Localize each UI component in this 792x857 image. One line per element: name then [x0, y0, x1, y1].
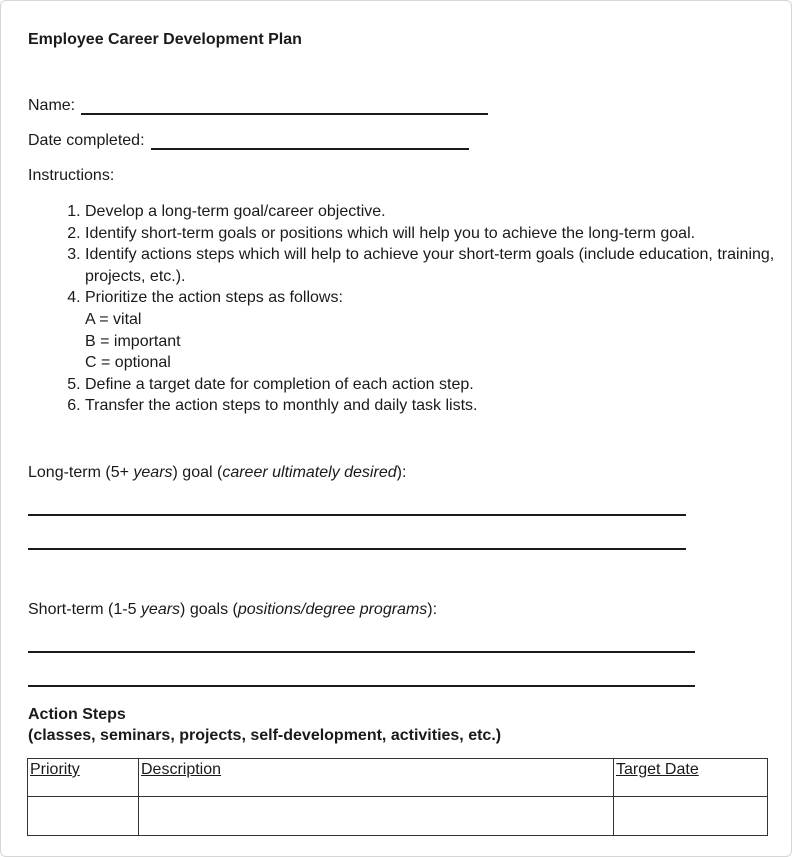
long-term-goal-label: Long-term (5+ years) goal (career ultimately desired):	[28, 464, 407, 481]
name-label: Name:	[28, 97, 76, 114]
instruction-item: 2. Identify short-term goals or positions which will help you to achieve the long-term goal.	[85, 223, 785, 245]
document-title: Employee Career Development Plan	[28, 31, 302, 48]
priority-cell[interactable]	[28, 797, 139, 836]
column-target-date: Target Date	[614, 759, 768, 797]
date-completed-input-line[interactable]	[151, 134, 469, 150]
short-term-goals-line-1[interactable]	[28, 651, 695, 653]
table-row	[28, 797, 768, 836]
action-steps-heading	[28, 704, 501, 746]
column-description: Description	[139, 759, 614, 797]
description-cell[interactable]	[139, 797, 614, 836]
action-steps-subtitle: (classes, seminars, projects, self-development, activities, etc.)	[28, 727, 502, 744]
action-steps-title: Action Steps	[28, 706, 126, 723]
instructions-list	[28, 201, 785, 417]
instruction-item: 4. Prioritize the action steps as follows: A = vital B = important C = optional	[85, 287, 785, 373]
table-header-row	[28, 759, 768, 797]
name-field	[28, 97, 488, 115]
long-term-goal-line-2[interactable]	[28, 548, 686, 550]
column-priority: Priority	[28, 759, 139, 797]
date-completed-label: Date completed:	[28, 132, 145, 149]
short-term-goals-line-2[interactable]	[28, 685, 695, 687]
action-steps-table	[27, 758, 768, 836]
instruction-item: 5. Define a target date for completion of each action step.	[85, 374, 785, 396]
date-completed-field	[28, 132, 469, 150]
instruction-item: 3. Identify actions steps which will help to achieve your short-term goals (include education, training, projects, etc.).	[85, 244, 785, 287]
short-term-goals-label: Short-term (1-5 years) goals (positions/degree programs):	[28, 601, 438, 618]
instructions-label: Instructions:	[28, 167, 115, 184]
instruction-item: 1. Develop a long-term goal/career objective.	[85, 201, 785, 223]
name-input-line[interactable]	[81, 99, 488, 115]
long-term-goal-line-1[interactable]	[28, 514, 686, 516]
priority-a: A = vital	[85, 310, 142, 328]
instruction-item: 6. Transfer the action steps to monthly and daily task lists.	[85, 395, 785, 417]
priority-b: B = important	[85, 332, 181, 350]
priority-c: C = optional	[85, 354, 171, 372]
target-date-cell[interactable]	[614, 797, 768, 836]
